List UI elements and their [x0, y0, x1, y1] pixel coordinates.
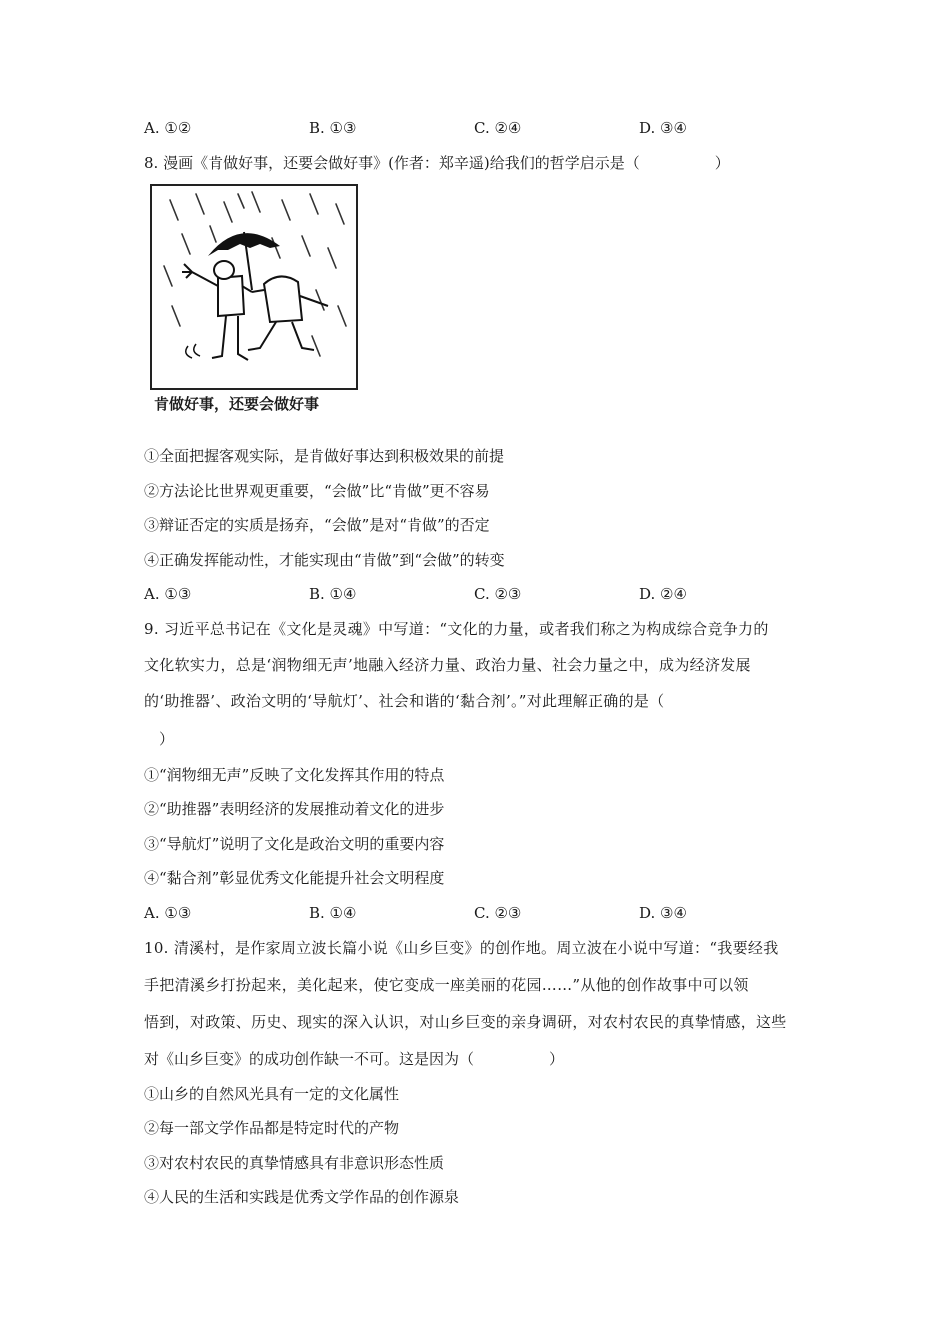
q8-option-a: A. ①③	[144, 585, 192, 603]
q8-option-c: C. ②③	[474, 585, 522, 603]
q9-item-4: ④“黏合剂”彰显优秀文化能提升社会文明程度	[144, 869, 445, 887]
q10-item-4: ④人民的生活和实践是优秀文学作品的创作源泉	[144, 1188, 460, 1206]
q9-option-c: C. ②③	[474, 904, 522, 922]
q7-option-b: B. ①③	[309, 119, 357, 137]
q9-item-1: ①“润物细无声”反映了文化发挥其作用的特点	[144, 766, 445, 784]
q9-stem-line-3: 的‘助推器’、政治文明的‘导航灯’、社会和谐的‘黏合剂’。”对此理解正确的是（	[144, 692, 665, 710]
umbrella-cartoon-illustration	[152, 186, 356, 388]
q7-option-a: A. ①②	[144, 119, 192, 137]
q8-item-1: ①全面把握客观实际，是肯做好事达到积极效果的前提	[144, 447, 505, 465]
q10-stem-line-1: 10. 清溪村，是作家周立波长篇小说《山乡巨变》的创作地。周立波在小说中写道：“我要经我	[144, 939, 779, 957]
cartoon-caption: 肯做好事，还要会做好事	[154, 395, 320, 413]
q9-option-a: A. ①③	[144, 904, 192, 922]
q8-stem: 8. 漫画《肯做好事，还要会做好事》(作者：郑辛遥)给我们的哲学启示是（ ）	[144, 154, 730, 172]
q7-option-d: D. ③④	[639, 119, 687, 137]
q10-item-3: ③对农村农民的真挚情感具有非意识形态性质	[144, 1154, 445, 1172]
q10-stem-line-3: 悟到，对政策、历史、现实的深入认识，对山乡巨变的亲身调研，对农村农民的真挚情感，这些	[144, 1013, 787, 1031]
q8-item-3: ③辩证否定的实质是扬弃，“会做”是对“肯做”的否定	[144, 516, 490, 534]
q9-option-b: B. ①④	[309, 904, 357, 922]
q10-item-1: ①山乡的自然风光具有一定的文化属性	[144, 1085, 400, 1103]
q7-option-c: C. ②④	[474, 119, 522, 137]
q10-item-2: ②每一部文学作品都是特定时代的产物	[144, 1119, 400, 1137]
q8-item-4: ④正确发挥能动性，才能实现由“肯做”到“会做”的转变	[144, 551, 505, 569]
q10-stem-line-4: 对《山乡巨变》的成功创作缺一不可。这是因为（ ）	[144, 1050, 565, 1068]
q8-option-d: D. ②④	[639, 585, 687, 603]
q8-option-b: B. ①④	[309, 585, 357, 603]
cartoon-image	[150, 184, 358, 390]
q9-stem-line-4: ）	[144, 730, 175, 748]
q9-stem-line-1: 9. 习近平总书记在《文化是灵魂》中写道：“文化的力量，或者我们称之为构成综合竞争力的	[144, 620, 769, 638]
q9-stem-line-2: 文化软实力，总是‘润物细无声’地融入经济力量、政治力量、社会力量之中，成为经济发展	[144, 656, 751, 674]
q9-item-2: ②“助推器”表明经济的发展推动着文化的进步	[144, 800, 445, 818]
q9-item-3: ③“导航灯”说明了文化是政治文明的重要内容	[144, 835, 445, 853]
q9-option-d: D. ③④	[639, 904, 687, 922]
q10-stem-line-2: 手把清溪乡打扮起来，美化起来，使它变成一座美丽的花园……”从他的创作故事中可以领	[144, 976, 749, 994]
q8-item-2: ②方法论比世界观更重要，“会做”比“肯做”更不容易	[144, 482, 490, 500]
